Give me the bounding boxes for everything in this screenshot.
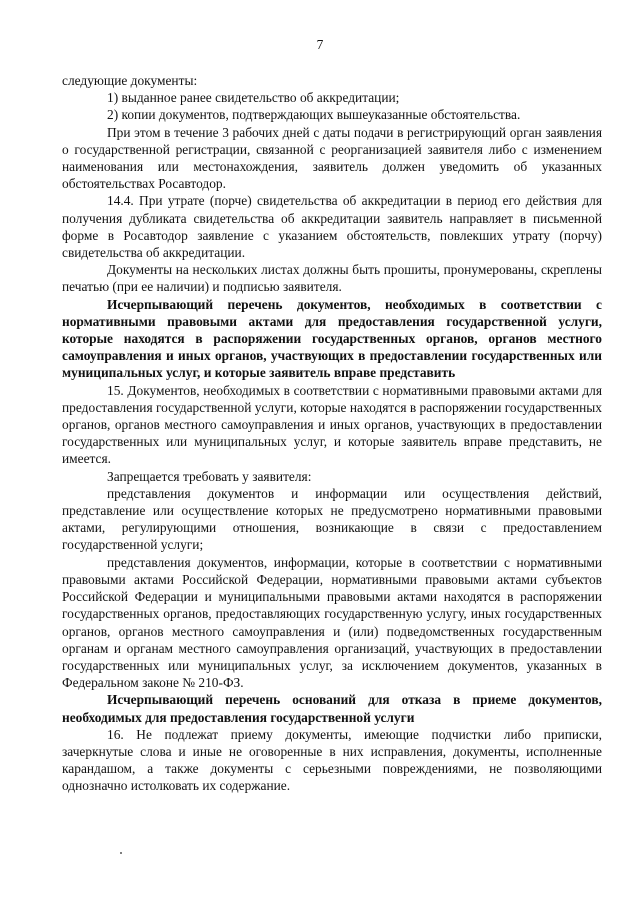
document-body: [62, 72, 602, 795]
paragraph: представления документов, информации, которые в соответствии с нормативными правовыми актами Российской Федерации, нормативными правовыми актами субъектов Российской Федерации и муниципальными правовыми актами находятся в распоряжении государственных органов, предоставляющих государственную услугу, иных государственных органов, органов местного самоуправления и (или) подведомственных государственным органам и органам местного самоуправления организаций, участвующих в предоставлении государственных или муниципальных услуг, за исключением документов, указанных в Федеральном законе № 210-ФЗ.: [62, 554, 602, 691]
page-number: 7: [316, 37, 324, 52]
paragraph: Документы на нескольких листах должны быть прошиты, пронумерованы, скреплены печатью (при ее наличии) и подписью заявителя.: [62, 262, 602, 295]
paragraph: 14.4. При утрате (порче) свидетельства об аккредитации в период его действия для получения дубликата свидетельства об аккредитации заявитель направляет в письменной форме в Росавтодор заявление с указанием обстоятельств, повлекших утрату (порчу) свидетельства об аккредитации.: [62, 193, 602, 261]
paragraph: представления документов и информации или осуществления действий, представление или осуществление которых не предусмотрено нормативными правовыми актами, регулирующими отношения, возникающие в связи с предоставлением государственной услуги;: [62, 485, 602, 553]
list-item: 2) копии документов, подтверждающих вышеуказанные обстоятельства.: [107, 107, 521, 123]
section-heading: Исчерпывающий перечень документов, необходимых в соответствии с нормативными правовыми актами для предоставления государственной услуги, которые находятся в распоряжении государственных органов, органов местного самоуправления и иных органов, участвующих в предоставлении государственных или муниципальных услуг, и которые заявитель вправе представить: [62, 296, 602, 381]
paragraph: 16. Не подлежат приему документы, имеющие подчистки либо приписки, зачеркнутые слова и иные не оговоренные в них исправления, документы, исполненные карандашом, а также документы с серьезными повреждениями, не позволяющими однозначно истолковать их содержание.: [62, 726, 602, 794]
paragraph: Запрещается требовать у заявителя:: [107, 468, 312, 484]
paragraph: 15. Документов, необходимых в соответствии с нормативными правовыми актами для предоставления государственной услуги, которые находятся в распоряжении государственных органов, органов местного самоуправления и иных органов, участвующих в предоставлении государственных или муниципальных услуг, и которые заявитель вправе представить, не имеется.: [62, 382, 602, 467]
scan-speck: [120, 852, 122, 854]
paragraph: При этом в течение 3 рабочих дней с даты подачи в регистрирующий орган заявления о государственной регистрации, связанной с реорганизацией заявителя либо с изменением наименования или местонахождения, заявитель должен уведомить об указанных обстоятельствах Росавтодор.: [62, 124, 602, 192]
list-item: 1) выданное ранее свидетельство об аккредитации;: [107, 90, 400, 106]
paragraph: следующие документы:: [62, 73, 198, 88]
section-heading: Исчерпывающий перечень оснований для отказа в приеме документов, необходимых для предоставления государственной услуги: [62, 692, 602, 725]
